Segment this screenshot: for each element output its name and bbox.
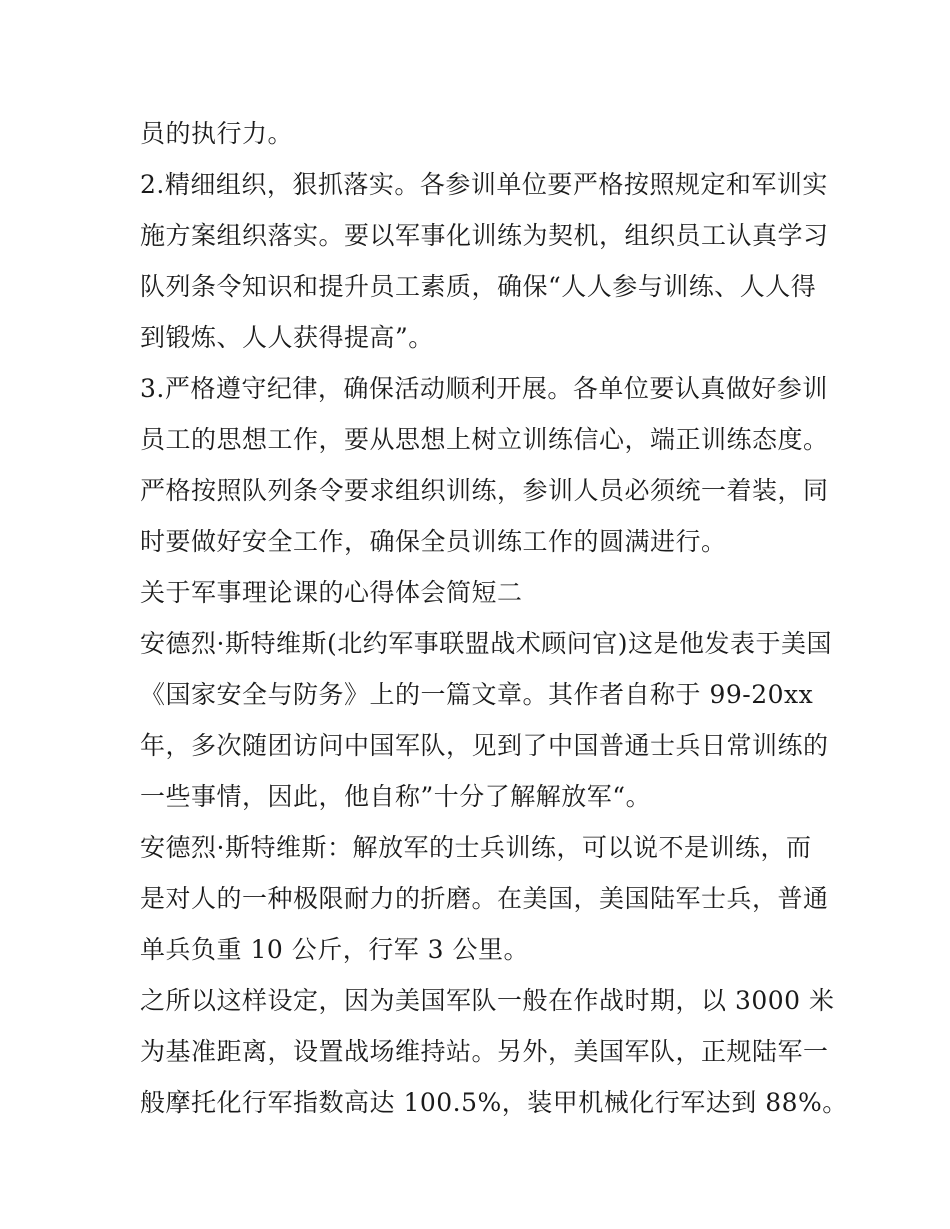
text-line: 安德烈·斯特维斯：解放军的士兵训练，可以说不是训练，而 [140, 833, 812, 862]
text-line: 般摩托化行军指数高达 100.5%，装甲机械化行军达到 88%。 [140, 1088, 848, 1117]
text-line: 到锻炼、人人获得提高”。 [140, 323, 434, 352]
text-line: 严格按照队列条令要求组织训练，参训人员必须统一着装，同 [140, 476, 829, 505]
text-line: 时要做好安全工作，确保全员训练工作的圆满进行。 [140, 527, 727, 556]
text-line: 安德烈·斯特维斯(北约军事联盟战术顾问官)这是他发表于美国 [140, 629, 832, 658]
text-line: 3.严格遵守纪律，确保活动顺利开展。各单位要认真做好参训 [140, 374, 828, 403]
text-line: 2.精细组织，狠抓落实。各参训单位要严格按照规定和军训实 [140, 170, 828, 199]
text-line: 一些事情，因此，他自称”十分了解解放军“。 [140, 782, 652, 811]
section-heading: 关于军事理论课的心得体会简短二 [140, 578, 523, 607]
text-line: 队列条令知识和提升员工素质，确保“人人参与训练、人人得 [140, 272, 817, 301]
text-line: 之所以这样设定，因为美国军队一般在作战时期，以 3000 米 [140, 986, 835, 1015]
text-line: 员的执行力。 [140, 119, 294, 148]
text-line: 单兵负重 10 公斤，行军 3 公里。 [140, 935, 530, 964]
text-line: 施方案组织落实。要以军事化训练为契机，组织员工认真学习 [140, 221, 829, 250]
text-line: 员工的思想工作，要从思想上树立训练信心，端正训练态度。 [140, 425, 829, 454]
text-line: 年，多次随团访问中国军队，见到了中国普通士兵日常训练的 [140, 731, 829, 760]
text-line: 是对人的一种极限耐力的折磨。在美国，美国陆军士兵，普通 [140, 884, 829, 913]
text-line: 为基准距离，设置战场维持站。另外，美国军队，正规陆军一 [140, 1037, 829, 1066]
document-body [140, 108, 848, 1128]
text-line: 《国家安全与防务》上的一篇文章。其作者自称于 99-20xx [140, 680, 814, 709]
